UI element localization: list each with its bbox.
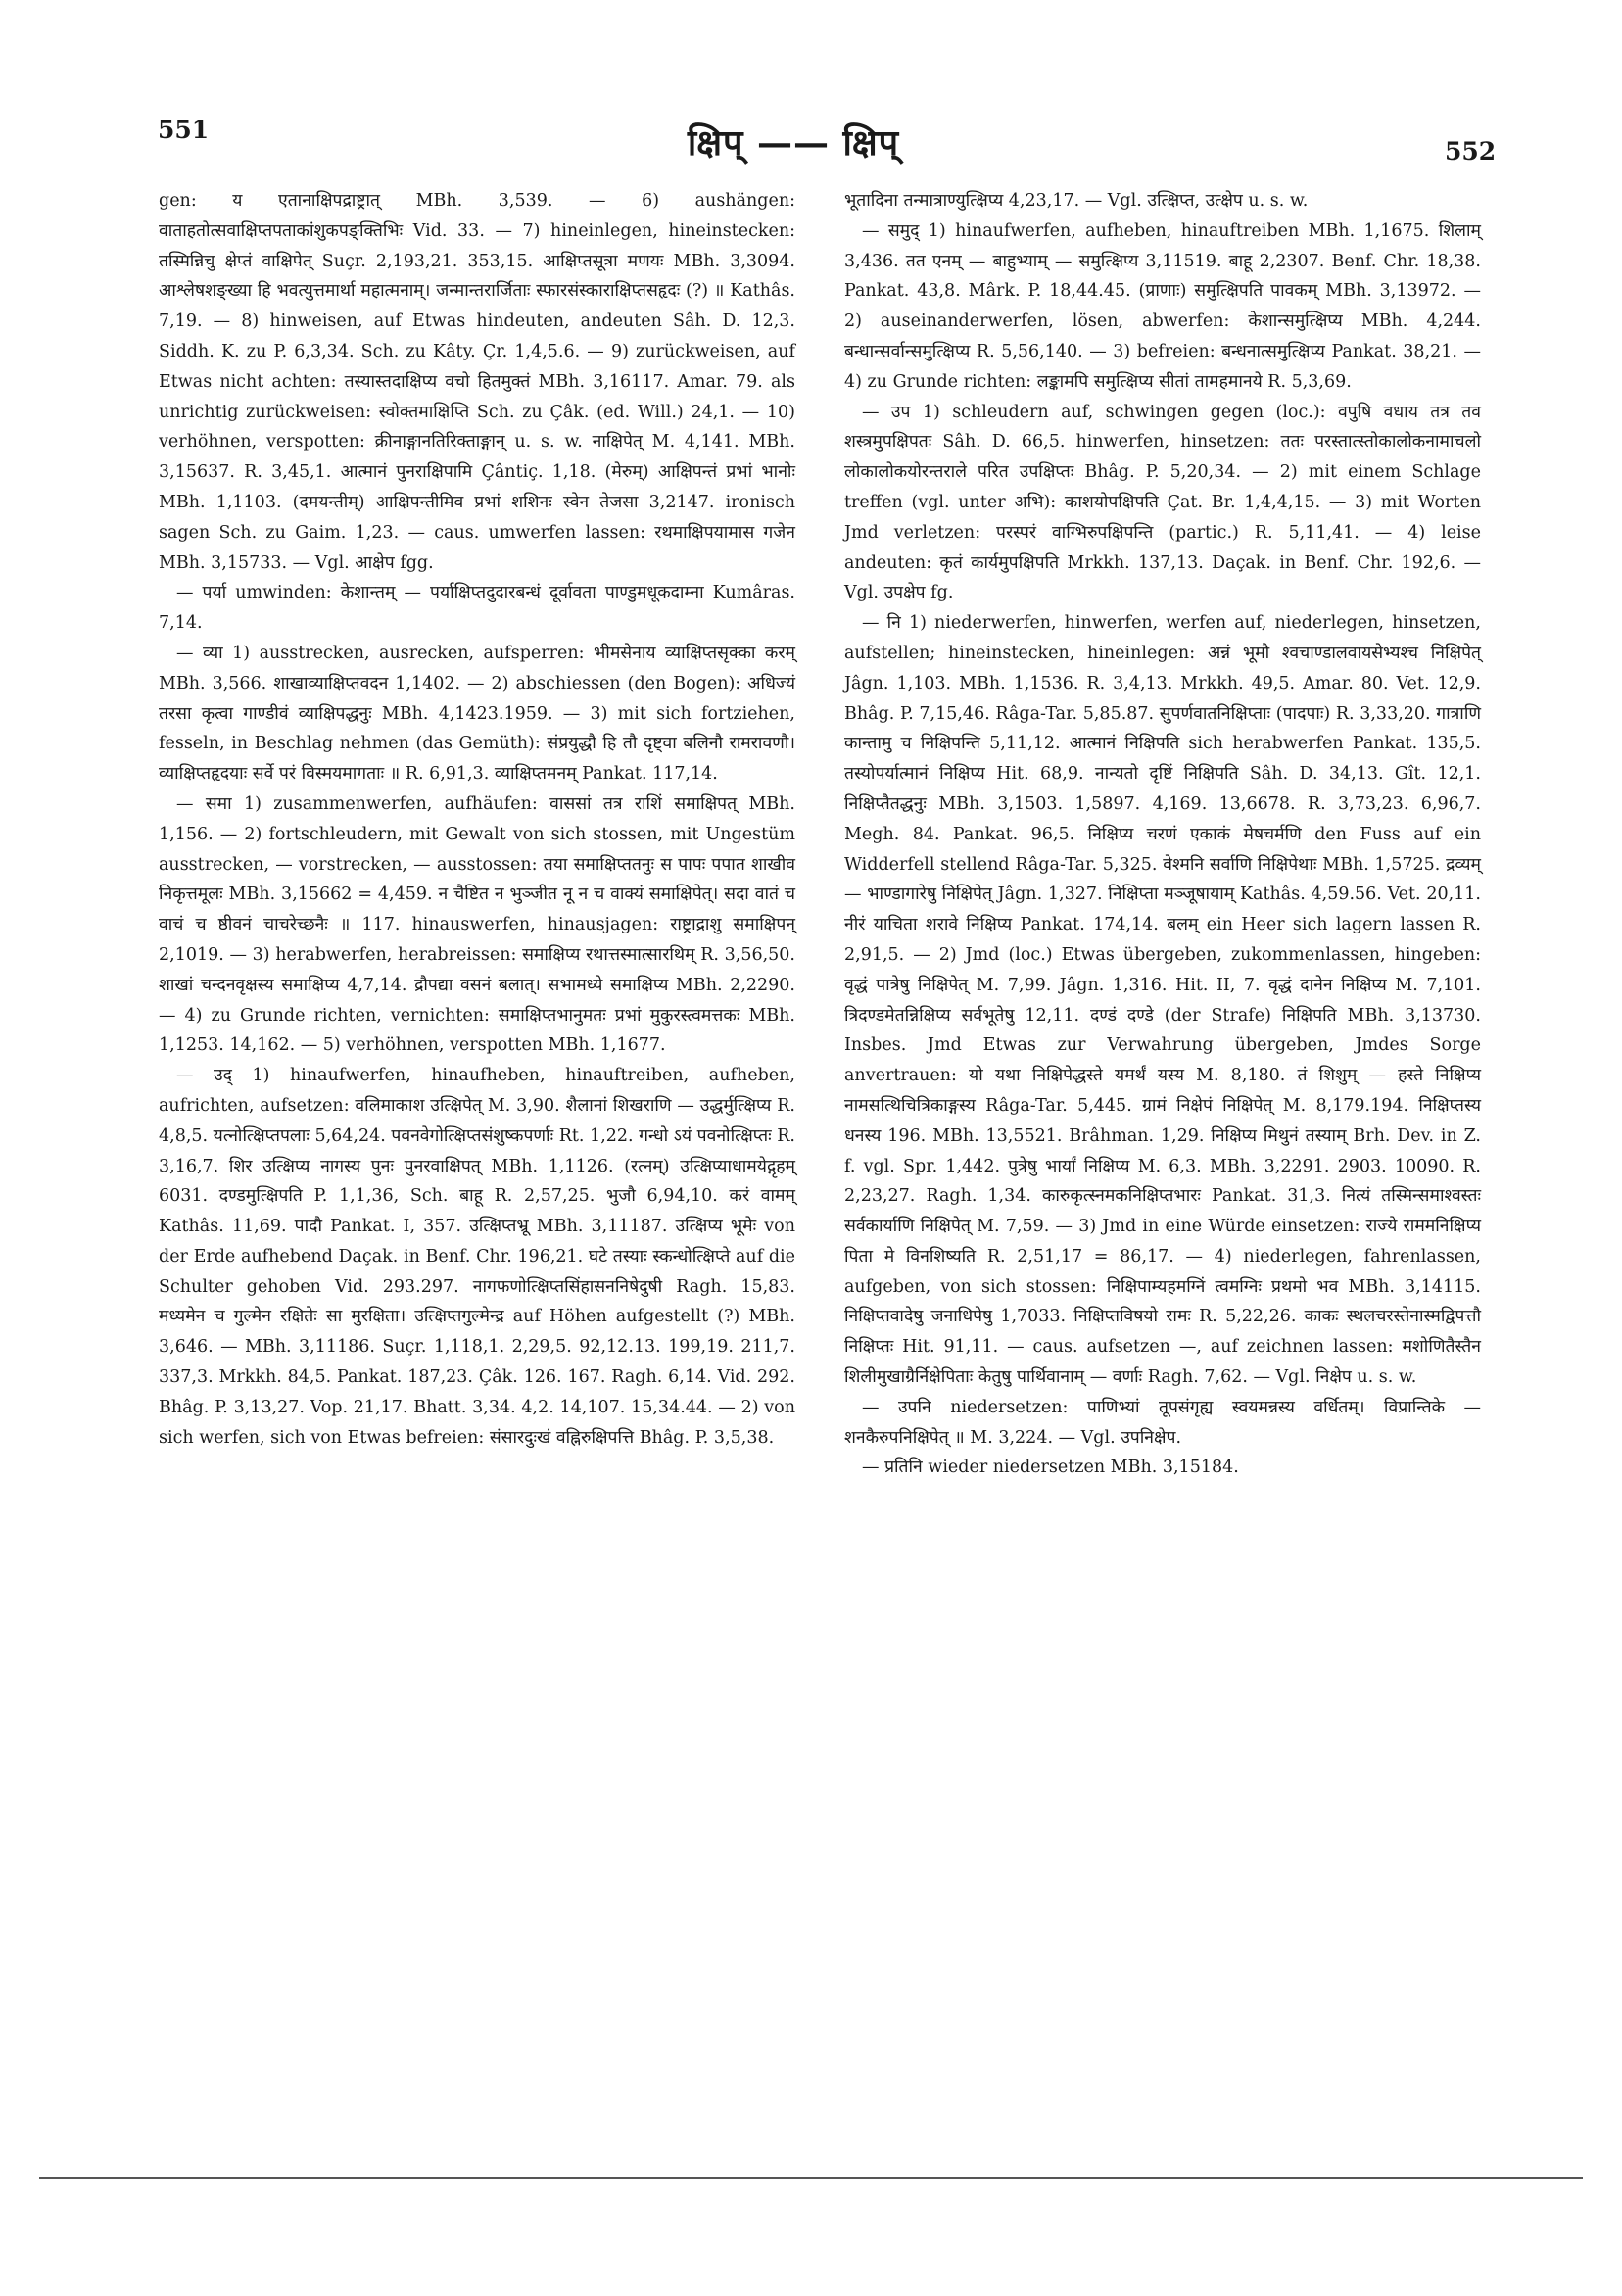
entry-paragraph: — नि 1) niederwerfen, hinwerfen, werfen auf, niederlegen, hinsetzen, aufstellen; hineinstecken, hineinlegen: अन्नं भूमौ श्वचाण्डालवायसेभ्यश्च निक्षिपेत् Jâgn. 1,103. MBh. 1,1536. R. 3,4,13. Mrkkh. 49,5. Amar. 80. Vet. 12,9. Bhâg. P. 7,15,46. Râga-Tar. 5,85.87. सुपर्णवातनिक्षिप्ताः (पादपाः) R. 3,33,20. गात्राणि कान्तामु च निक्षिपन्ति 5,11,12. आत्मानं निक्षिपति sich herabwerfen Pankat. 135,5. तस्योपर्यात्मानं निक्षिप्य Hit. 68,9. नान्यतो दृष्टिं निक्षिपति Sâh. D. 34,13. Gît. 12,1. निक्षिप्तैतद्धनुः MBh. 3,1503. 1,5897. 4,169. 13,6678. R. 3,73,23. 6,96,7. Megh. 84. Pankat. 96,5. निक्षिप्य चरणं एकाकं मेषचर्मणि den Fuss auf ein Widderfell stellend Râga-Tar. 5,325. वेश्मनि सर्वाणि निक्षिपेथाः MBh. 1,5725. द्रव्यम् — भाण्डागारेषु निक्षिपेत् Jâgn. 1,327. निक्षिप्ता मञ्जूषायाम् Kathâs. 4,59.56. Vet. 20,11. नीरं याचिता शरावे निक्षिप्य Pankat. 174,14. बलम् ein Heer sich lagern lassen R. 2,91,5. — 2) Jmd (loc.) Etwas übergeben, zukommenlassen, hingeben: वृद्धं पात्रेषु निक्षिपेत् M. 7,99. Jâgn. 1,316. Hit. II, 7. वृद्धं दानेन निक्षिप्य M. 7,101. त्रिदण्डमेतन्निक्षिप्य सर्वभूतेषु 12,11. दण्डं दण्डे (der Strafe) निक्षिपति MBh. 3,13730. Insbes. Jmd Etwas zur Verwahrung übergeben, Jmdes Sorge anvertrauen: यो यथा निक्षिपेद्धस्ते यमर्थं यस्य M. 8,180. तं शिशुम् — हस्ते निक्षिप्य नामसत्थिचित्रिकाङ्गस्य Râga-Tar. 5,445. ग्रामं निक्षेपं निक्षिपेत् M. 8,179.194. निक्षिप्तस्य धनस्य 196. MBh. 13,5521. Brâhman. 1,29. निक्षिप्य मिथुनं तस्याम् Brh. Dev. in Z. f. vgl. Spr. 1,442. पुत्रेषु भार्यां निक्षिप्य M. 6,3. MBh. 3,2291. 2903. 10090. R. 2,23,27. Ragh. 1,34. कारुकृत्स्नमकनिक्षिप्तभारः Pankat. 31,3. नित्यं तस्मिन्समाश्वस्तः सर्वकार्याणि निक्षिपेत् M. 7,59. — 3) Jmd in eine Würde einsetzen: राज्ये राममनिक्षिप्य पिता मे विनशिष्यति R. 2,51,17 = 86,17. — 4) niederlegen, fahrenlassen, aufgeben, von sich stossen: निक्षिपाम्यहमग्निं त्वमग्निः प्रथमो भव MBh. 3,14115. निक्षिप्तवादेषु जनाधिपेषु 1,7033. निक्षिप्तविषयो रामः R. 5,22,26. काकः स्थलचरस्तेनास्मद्विपत्तौ निक्षिप्तः Hit. 91,11. — caus. aufsetzen —, auf zeichnen lassen: मशोणितैस्तैन शिलीमुखाग्रैर्निक्षेपिताः केतुषु पार्थिवानाम् — वर्णाः Ragh. 7,62. — Vgl. निक्षेप u. s. w. bbox=[844, 613, 1481, 1388]
entry-paragraph: — समुद् 1) hinaufwerfen, aufheben, hinauftreiben MBh. 1,1675. शिलाम् 3,436. तत एनम् — बाहुभ्याम् — समुत्क्षिप्य 3,11519. बाहू 2,2307. Benf. Chr. 18,38. Pankat. 43,8. Mârk. P. 18,44.45. (प्राणाः) समुत्क्षिपति पावकम् MBh. 3,13972. — 2) auseinanderwerfen, lösen, abwerfen: केशान्समुत्क्षिप्य MBh. 4,244. बन्धान्सर्वान्समुत्क्षिप्य R. 5,56,140. — 3) befreien: बन्धनात्समुत्क्षिप्य Pankat. 38,21. — 4) zu Grunde richten: लङ्कामपि समुत्क्षिप्य सीतां तामहमानये R. 5,3,69. bbox=[844, 220, 1481, 392]
bottom-rule bbox=[39, 2177, 1583, 2179]
entry-paragraph: — उद् 1) hinaufwerfen, hinaufheben, hinauftreiben, aufheben, aufrichten, aufsetzen: वलिमाकाश उत्क्षिपेत् M. 3,90. शैलानां शिखराणि — उद्धर्मुत्क्षिप्य R. 4,8,5. यत्नोत्क्षिप्तपलाः 5,64,24. पवनवेगोत्क्षिप्तसंशुष्कपर्णाः Rt. 1,22. गन्धो ऽयं पवनोत्क्षिप्तः R. 3,16,7. शिर उत्क्षिप्य नागस्य पुनः पुनरवाक्षिपत् MBh. 1,1126. (रत्नम्) उत्क्षिप्याधामयेद्गृहम् 6031. दण्डमुत्क्षिपति P. 1,1,36, Sch. बाहू R. 2,57,25. भुजौ 6,94,10. करं वामम् Kathâs. 11,69. पादौ Pankat. I, 357. उत्क्षिप्तभ्रू MBh. 3,11187. उत्क्षिप्य भूमेः von der Erde aufhebend Daçak. in Benf. Chr. 196,21. घटे तस्याः स्कन्धोत्क्षिप्ते auf die Schulter gehoben Vid. 293.297. नागफणोत्क्षिप्तसिंहासननिषेदुषी Ragh. 15,83. मध्यमेन च गुल्मेन रक्षितेः सा मुरक्षिता। उत्क्षिप्तगुल्मेन्द्र auf Höhen aufgestellt (?) MBh. 3,646. — MBh. 3,11186. Suçr. 1,118,1. 2,29,5. 92,12.13. 199,19. 211,7. 337,3. Mrkkh. 84,5. Pankat. 187,23. Çâk. 126. 167. Ragh. 6,14. Vid. 292. Bhâg. P. 3,13,27. Vop. 21,17. Bhatt. 3,34. 4,2. 14,107. 15,34.44. — 2) von sich werfen, sich von Etwas befreien: संसारदुःखं वह्निरुक्षिपत्ति Bhâg. P. 3,5,38. bbox=[159, 1066, 795, 1448]
page-number-right: 552 bbox=[1445, 137, 1497, 166]
entry-paragraph: भूतादिना तन्मात्राण्युत्क्षिप्य 4,23,17. — Vgl. उत्क्षिप्त, उत्क्षेप u. s. w. bbox=[844, 191, 1309, 211]
entry-paragraph: — व्या 1) ausstrecken, ausrecken, aufsperren: भीमसेनाय व्याक्षिप्तसृक्का करम् MBh. 3,566. शाखाव्याक्षिप्तवदन 1,1402. — 2) abschiessen (den Bogen): अधिज्यं तरसा कृत्वा गाण्डीवं व्याक्षिपद्धनुः MBh. 4,1423.1959. — 3) mit sich fortziehen, fesseln, in Beschlag nehmen (das Gemüth): संप्रयुद्धौ हि तौ दृष्ट्वा बलिनौ रामरावणौ। व्याक्षिप्तहृदयाः सर्वे परं विस्मयमागताः ॥ R. 6,91,3. व्याक्षिप्तमनम् Pankat. 117,14. bbox=[159, 643, 795, 785]
left-column bbox=[159, 186, 795, 1453]
entry-paragraph: — उप 1) schleudern auf, schwingen gegen (loc.): वपुषि वधाय तत्र तव शस्त्रमुपक्षिपतः Sâh. D. 66,5. hinwerfen, hinsetzen: ततः परस्तात्स्तोकालोकनामाचलो लोकालोकयोरन्तराले परित उपक्षिप्तः Bhâg. P. 5,20,34. — 2) mit einem Schlage treffen (vgl. unter अभि): काशयोपक्षिपति Çat. Br. 1,4,4,15. — 3) mit Worten Jmd verletzen: परस्परं वाग्भिरुपक्षिपन्ति (partic.) R. 5,11,41. — 4) leise andeuten: कृतं कार्यमुपक्षिपति Mrkkh. 137,13. Daçak. in Benf. Chr. 192,6. — Vgl. उपक्षेप fg. bbox=[844, 402, 1481, 603]
entry-paragraph: gen: य एतानाक्षिपद्राष्ट्रात् MBh. 3,539. — 6) aushängen: वाताहतोत्सवाक्षिप्तपताकांशुकपङ्क्तिभिः Vid. 33. — 7) hineinlegen, hineinstecken: तस्मिन्निचु क्षेप्तं वाक्षिपेत् Suçr. 2,193,21. 353,15. आक्षिप्तसूत्रा मणयः MBh. 3,3094. आश्लेषशङ्ख्या हि भवत्युत्तमार्था महात्मनाम्। जन्मान्तरार्जिताः स्फारसंस्काराक्षिप्तसहृदः (?) ॥ Kathâs. 7,19. — 8) hinweisen, auf Etwas hindeuten, andeuten Sâh. D. 12,3. Siddh. K. zu P. 6,3,34. Sch. zu Kâty. Çr. 1,4,5.6. — 9) zurückweisen, auf Etwas nicht achten: तस्यास्तदाक्षिप्य वचो हितमुक्तं MBh. 3,16117. Amar. 79. als unrichtig zurückweisen: स्वोक्तमाक्षिप्ति Sch. zu Çâk. (ed. Will.) 24,1. — 10) verhöhnen, verspotten: क्रीनाङ्गानतिरिक्ताङ्गान् u. s. w. नाक्षिपेत् M. 4,141. MBh. 3,15637. R. 3,45,1. आत्मानं पुनराक्षिपामि Çântiç. 1,18. (मेरुम्) आक्षिपन्तं प्रभां भानोः MBh. 1,1103. (दमयन्तीम्) आक्षिपन्तीमिव प्रभां शशिनः स्वेन तेजसा 3,2147. ironisch sagen Sch. zu Gaim. 1,23. — caus. umwerfen lassen: रथमाक्षिपयामास गजेन MBh. 3,15733. — Vgl. आक्षेप fgg. bbox=[159, 191, 795, 573]
entry-paragraph: — उपनि niedersetzen: पाणिभ्यां तूपसंगृह्य स्वयमन्नस्य वर्धितम्। विप्रान्तिके — शनकैरुपनिक्षिपेत् ॥ M. 3,224. — Vgl. उपनिक्षेप. bbox=[844, 1397, 1481, 1448]
page-number-left: 551 bbox=[158, 116, 210, 144]
right-column bbox=[844, 186, 1481, 1483]
entry-paragraph: — समा 1) zusammenwerfen, aufhäufen: वाससां तत्र राशिं समाक्षिपत् MBh. 1,156. — 2) fortschleudern, mit Gewalt von sich stossen, mit Ungestüm ausstrecken, — vorstrecken, — ausstossen: तया समाक्षिप्ततनुः स पापः पपात शाखीव निकृत्तमूलः MBh. 3,15662 = 4,459. न चैष्टित न भुञ्जीत नू न च वाक्यं समाक्षिपेत्। सदा वातं च वाचं च ष्ठीवनं चाचरेच्छनैः ॥ 117. hinauswerfen, hinausjagen: राष्ट्राद्राशु समाक्षिपन् 2,1019. — 3) herabwerfen, herabreissen: समाक्षिप्य रथात्तस्मात्सारथिम् R. 3,56,50. शाखां चन्दनवृक्षस्य समाक्षिप्य 4,7,14. द्रौपद्या वसनं बलात्। सभामध्ये समाक्षिप्य MBh. 2,2290. — 4) zu Grunde richten, vernichten: समाक्षिप्तभानुमतः प्रभां मुकुरस्त्वमत्तकः MBh. 1,1253. 14,162. — 5) verhöhnen, verspotten MBh. 1,1677. bbox=[159, 793, 795, 1056]
running-head: क्षिप् —— क्षिप् bbox=[687, 122, 900, 164]
entry-paragraph: — प्रतिनि wieder niedersetzen MBh. 3,15184. bbox=[862, 1458, 1239, 1478]
entry-paragraph: — पर्या umwinden: केशान्तम् — पर्याक्षिप्तदुदारबन्धं दूर्वावता पाण्डुमधूकदाम्ना Kumâras. 7,14. bbox=[159, 583, 795, 634]
